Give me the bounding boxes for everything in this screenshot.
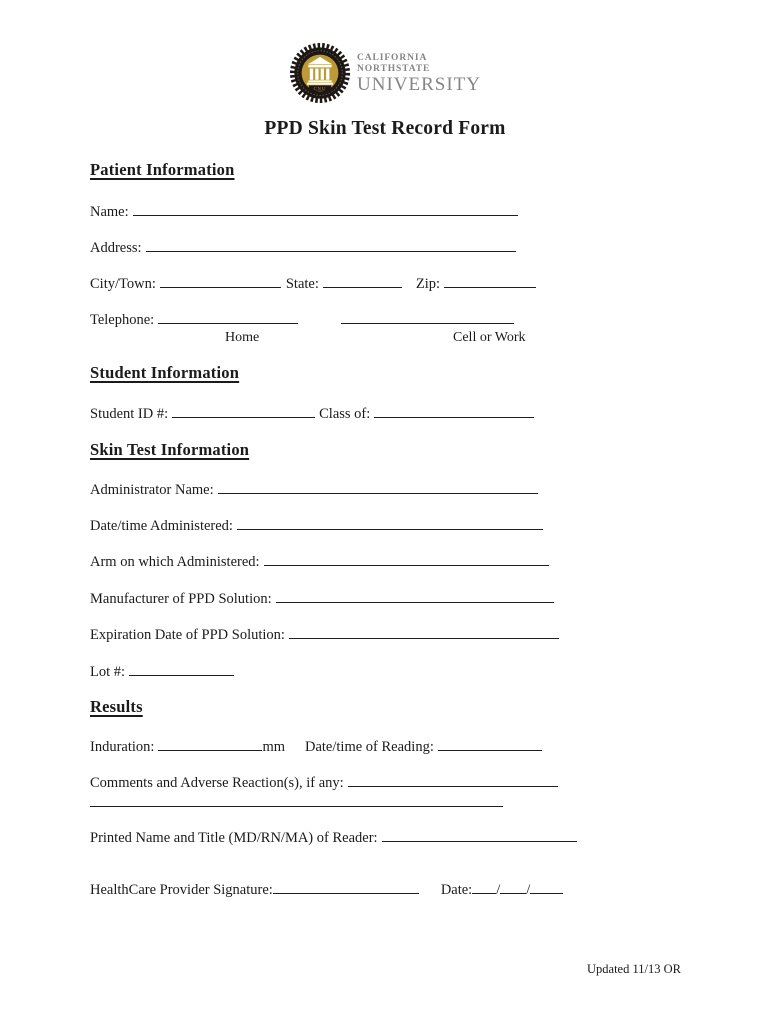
administrator-input-line[interactable] [218,480,538,494]
university-wordmark [357,42,481,95]
city-input-line[interactable] [160,274,281,288]
name-input-line[interactable] [133,202,518,216]
telephone-row [90,310,514,329]
manufacturer-row [90,589,554,608]
mm-unit-label: mm [262,739,285,755]
zip-input-line[interactable] [444,274,536,288]
telephone-cell-input-line[interactable] [341,310,514,324]
heading-results: Results [90,697,143,716]
lot-number-input-line[interactable] [129,662,234,676]
comments-input-line[interactable] [348,773,558,787]
student-id-label: Student ID #: [90,406,169,422]
lot-number-label: Lot #: [90,664,126,680]
date-label: Date: [440,882,473,898]
address-row [90,238,516,257]
administrator-label: Administrator Name: [90,482,214,498]
comments-input-line-2[interactable] [90,793,503,807]
cell-or-work-caption: Cell or Work [453,330,526,345]
heading-patient-information: Patient Information [90,160,235,179]
city-label: City/Town: [90,276,156,292]
datetime-administered-label: Date/time Administered: [90,518,233,534]
arm-input-line[interactable] [264,552,549,566]
state-label: State: [285,276,319,292]
date-day-input-line[interactable] [500,880,526,894]
arm-label: Arm on which Administered: [90,554,260,570]
reader-label: Printed Name and Title (MD/RN/MA) of Reader: [90,830,378,846]
reading-label: Date/time of Reading: [305,739,434,755]
name-row [90,202,518,221]
administrator-row [90,480,538,499]
city-state-zip-row [90,274,536,293]
student-id-input-line[interactable] [172,404,315,418]
class-of-input-line[interactable] [374,404,534,418]
class-of-label: Class of: [319,406,371,422]
datetime-administered-input-line[interactable] [237,516,543,530]
date-month-input-line[interactable] [472,880,496,894]
university-logo [0,42,770,104]
expiration-label: Expiration Date of PPD Solution: [90,627,285,643]
telephone-label: Telephone: [90,312,155,328]
address-input-line[interactable] [146,238,516,252]
reader-row [90,828,577,847]
lot-number-row [90,662,234,681]
address-label: Address: [90,240,142,256]
comments-label: Comments and Adverse Reaction(s), if any: [90,775,344,791]
expiration-input-line[interactable] [289,625,559,639]
comments-row [90,773,558,792]
comments-continuation-row [90,793,503,812]
home-caption: Home [225,330,260,345]
arm-row [90,552,549,571]
heading-student-information: Student Information [90,363,240,382]
wordmark-california: CALIFORNIA [357,53,428,63]
zip-label: Zip: [415,276,441,292]
seal-monogram-text: CNU [313,85,327,91]
date-slash-2: / [526,882,531,898]
induration-row [90,737,542,756]
state-input-line[interactable] [323,274,402,288]
date-slash-1: / [496,882,501,898]
updated-note: Updated 11/13 OR [587,962,681,976]
signature-input-line[interactable] [273,880,419,894]
reader-input-line[interactable] [382,828,577,842]
signature-label: HealthCare Provider Signature: [90,882,273,898]
page-title: PPD Skin Test Record Form [264,118,506,139]
student-id-row [90,404,534,423]
telephone-home-input-line[interactable] [158,310,298,324]
date-year-input-line[interactable] [530,880,563,894]
reading-input-line[interactable] [438,737,542,751]
heading-skin-test-information: Skin Test Information [90,440,250,459]
signature-row [90,880,563,899]
induration-input-line[interactable] [158,737,262,751]
name-label: Name: [90,204,129,220]
manufacturer-label: Manufacturer of PPD Solution: [90,591,272,607]
expiration-row [90,625,559,644]
manufacturer-input-line[interactable] [276,589,554,603]
wordmark-university: UNIVERSITY [357,74,481,95]
induration-label: Induration: [90,739,155,755]
datetime-administered-row [90,516,543,535]
university-seal-icon [289,42,351,104]
wordmark-northstate: NORTHSTATE [357,64,431,74]
